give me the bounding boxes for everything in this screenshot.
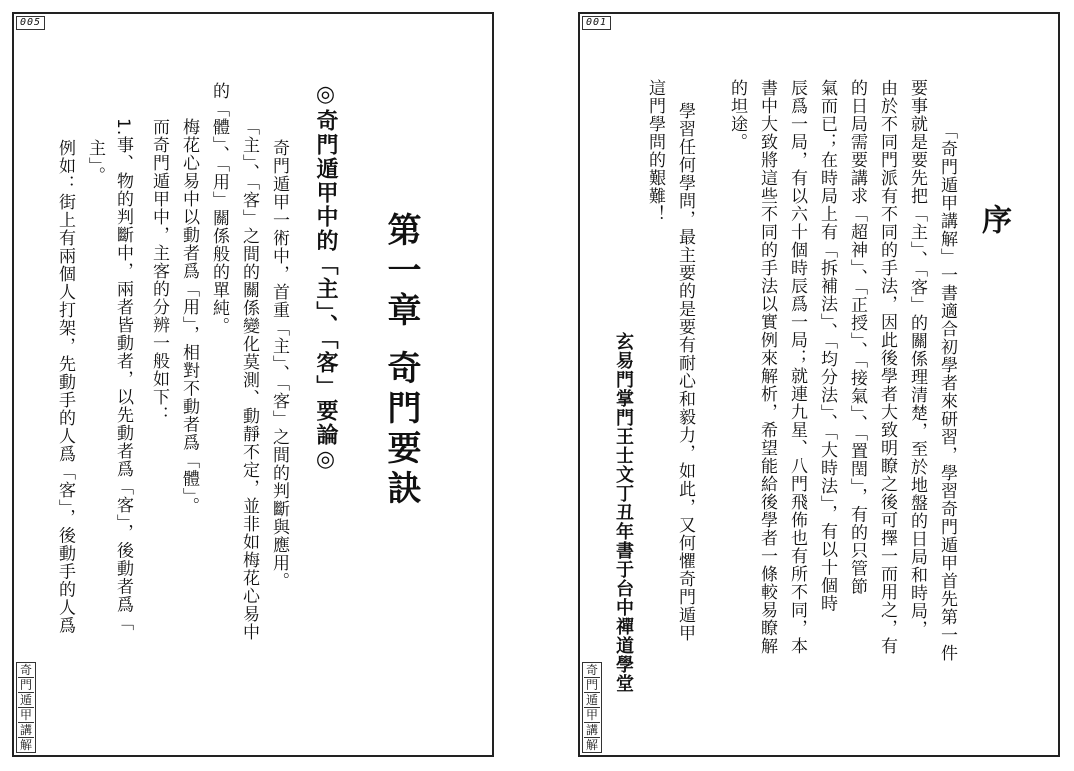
side-tab-char: 門 [585, 678, 598, 692]
side-tab-char: 門 [19, 678, 32, 692]
side-tab-char: 遁 [585, 693, 598, 707]
side-tab-char: 奇 [585, 663, 598, 677]
side-tab-char: 奇 [19, 663, 32, 677]
page-number: 001 [582, 16, 611, 30]
side-tab-char: 甲 [585, 708, 598, 722]
side-tab-char: 遁 [19, 693, 32, 707]
side-tab-char: 解 [19, 738, 32, 752]
section-title: ◎奇門遁甲中的「主」、「客」要論◎ [313, 82, 338, 474]
side-tab [582, 662, 602, 753]
right-page [578, 12, 1060, 757]
text-column: 辰爲一局，有以六十個時辰爲一局；就連九星、八門飛佈也有所不同，本 [787, 79, 807, 655]
text-column: 的坦途。 [727, 79, 747, 151]
text-column: 這門學問的艱難！ [645, 79, 665, 223]
text-column: 「主」、「客」之間的關係變化莫測、動靜不定，並非如梅花心易中 [239, 118, 259, 641]
text-column: 1.事、物的判斷中，兩者皆動者，以先動者爲「客」，後動者爲「 [113, 118, 133, 632]
text-column: 氣而已；在時局上有「拆補法」、「均分法」、「大時法」，有以十個時 [817, 79, 837, 613]
text-column: 梅花心易中以動者爲「用」，相對不動者爲「體」。 [179, 118, 199, 515]
side-tab-char: 甲 [19, 708, 32, 722]
text-column: 奇門遁甲一術中，首重「主」、「客」之間的判斷與應用。 [269, 139, 289, 590]
text-column: 主」。 [85, 139, 105, 185]
text-column: 要事就是要先把「主」、「客」的關係理清楚，至於地盤的日局和時局， [907, 79, 927, 638]
left-page [12, 12, 494, 757]
text-column: 的日局需要講求「超神」、「正授」、「接氣」、「置閏」，有的只管節 [847, 79, 867, 596]
page-number: 005 [16, 16, 45, 30]
side-tab [16, 662, 36, 753]
side-tab-char: 講 [19, 723, 32, 737]
text-column: 「奇門遁甲講解」一書適合初學者來研習，學習奇門遁甲首先第一件 [937, 122, 957, 662]
text-column: 學習任何學問，最主要的是要有耐心和毅力，如此，又何懼奇門遁甲 [675, 102, 695, 642]
side-tab-char: 解 [585, 738, 598, 752]
text-column: 書中大致將這些不同的手法以實例來解析，希望能給後學者一條較易瞭解 [757, 79, 777, 655]
preface-title: 序 [976, 204, 1011, 234]
side-tab-char: 講 [585, 723, 598, 737]
chapter-title: 第一章 奇門要訣 [381, 212, 421, 510]
signature: 玄易門掌門王士文丁丑年書于台中禪道學堂 [613, 332, 634, 693]
text-column: 由於不同門派有不同的手法，因此後學者大致明瞭之後可擇一而用之，有 [877, 79, 897, 655]
text-column: 而奇門遁甲中，主客的分辨一般如下： [149, 118, 169, 424]
text-column: 例如：街上有兩個人打架，先動手的人爲「客」，後動手的人爲 [55, 139, 75, 635]
text-column: 的「體」、「用」關係般的單純。 [209, 82, 229, 335]
